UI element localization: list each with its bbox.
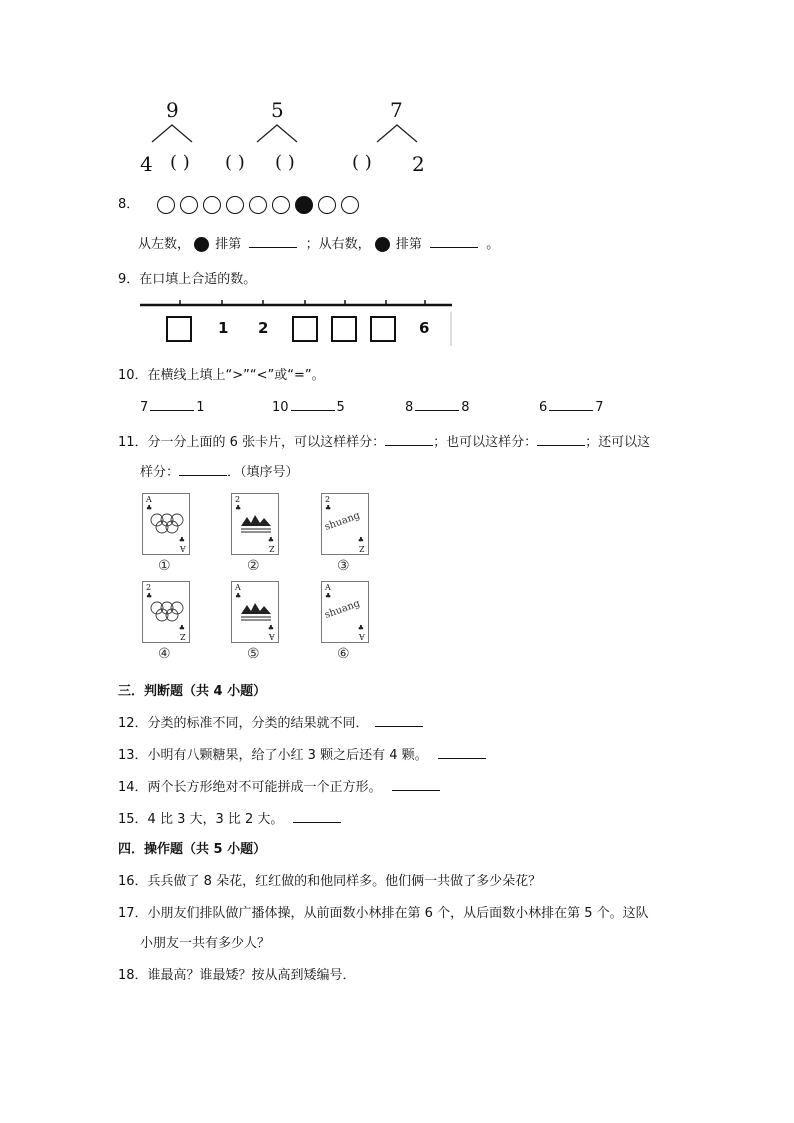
question-17-line2: 小朋友一共有多少人？ [140, 936, 271, 951]
answer-box[interactable] [331, 316, 357, 342]
compare-right: 5 [336, 400, 345, 415]
compare-item-4 [539, 398, 604, 415]
tree-bottom-left: 4 [140, 152, 153, 176]
text-segment: ；从右数， [305, 237, 371, 252]
tree-top-2: 5 [271, 98, 284, 122]
text-segment: 排第 [395, 237, 422, 252]
club-icon: ♣ [267, 624, 274, 632]
mountain-icon [241, 514, 271, 534]
text-segment: ．（填序号） [227, 465, 299, 480]
card-corner-top: A [235, 583, 241, 592]
card-5 [231, 581, 279, 643]
answer-box[interactable] [370, 316, 396, 342]
club-icon: ♣ [178, 624, 185, 632]
answer-blank[interactable] [385, 433, 433, 446]
club-icon: ♣ [146, 504, 153, 512]
filled-circle-icon [295, 196, 313, 214]
question-number: 8． [118, 197, 140, 212]
card-word: shuang [323, 598, 362, 621]
card-6 [321, 581, 369, 643]
question-text: 13．小明有八颗糖果，给了小红 3 颗之后还有 4 颗。 [118, 748, 428, 763]
card-corner-top: A [146, 495, 152, 504]
empty-circle-icon [180, 196, 198, 214]
compare-right: 1 [196, 400, 205, 415]
card-corner-bottom: A [359, 632, 365, 641]
question-9: 9．在口填上合适的数。 [118, 272, 257, 287]
answer-box[interactable] [292, 316, 318, 342]
club-icon: ♣ [235, 592, 242, 600]
question-8 [118, 193, 364, 214]
filled-circle-icon [375, 237, 390, 252]
number-label: 6 [419, 319, 430, 337]
empty-circle-icon [318, 196, 336, 214]
card-4 [142, 581, 190, 643]
empty-circle-icon [226, 196, 244, 214]
card-label: ⑥ [337, 646, 350, 662]
question-17-line1: 17．小朋友们排队做广播体操，从前面数小林排在第 6 个，从后面数小林排在第 5 个。这队 [118, 906, 649, 921]
card-corner-bottom: A [180, 544, 186, 553]
answer-blank[interactable] [179, 463, 227, 476]
question-10: 10．在横线上填上“>”“<”或“=”。 [118, 368, 325, 383]
number-tree-figure [140, 98, 430, 178]
empty-circle-icon [272, 196, 290, 214]
answer-blank[interactable] [430, 235, 478, 248]
club-icon: ♣ [357, 624, 364, 632]
tree-top-1: 9 [166, 98, 179, 122]
club-icon: ♣ [146, 592, 153, 600]
question-11-line1 [118, 431, 650, 450]
answer-blank[interactable] [150, 398, 194, 411]
card-corner-bottom: Z [359, 544, 365, 553]
card-label: ② [247, 558, 260, 574]
card-corner-bottom: A [269, 632, 275, 641]
question-13 [118, 744, 486, 763]
question-12 [118, 712, 423, 731]
compare-left: 8 [405, 400, 414, 415]
answer-blank[interactable] [293, 810, 341, 823]
question-text: 15．4 比 3 大，3 比 2 大。 [118, 812, 284, 827]
text-segment: ；也可以这样分： [433, 435, 538, 450]
card-label: ⑤ [247, 646, 260, 662]
empty-circle-icon [157, 196, 175, 214]
card-label: ④ [158, 646, 171, 662]
club-icon: ♣ [267, 536, 274, 544]
mountain-icon [241, 602, 271, 622]
text-segment: 11．分一分上面的 6 张卡片，可以这样样分： [118, 435, 386, 450]
empty-circle-icon [203, 196, 221, 214]
answer-blank[interactable] [537, 433, 585, 446]
card-corner-top: 2 [325, 495, 331, 504]
card-2 [231, 493, 279, 555]
card-label: ③ [337, 558, 350, 574]
compare-item-3 [405, 398, 470, 415]
empty-circle-icon [341, 196, 359, 214]
olympic-rings-icon [150, 600, 184, 626]
number-label: 2 [258, 319, 269, 337]
club-icon: ♣ [178, 536, 185, 544]
tree-paren-2: ( ) [225, 152, 245, 173]
text-segment: 排第 [215, 237, 242, 252]
answer-blank[interactable] [415, 398, 459, 411]
card-corner-top: 2 [235, 495, 241, 504]
card-word: shuang [323, 510, 362, 533]
question-15 [118, 808, 341, 827]
card-corner-bottom: Z [180, 632, 186, 641]
tree-paren-1: ( ) [170, 152, 190, 173]
tree-top-3: 7 [390, 98, 403, 122]
text-segment: ；还可以这 [585, 435, 651, 450]
club-icon: ♣ [325, 592, 332, 600]
club-icon: ♣ [235, 504, 242, 512]
card-corner-top: 2 [146, 583, 152, 592]
card-1 [142, 493, 190, 555]
tree-bottom-right: 2 [412, 152, 425, 176]
cards-figure [138, 486, 374, 668]
answer-blank[interactable] [549, 398, 593, 411]
answer-blank[interactable] [375, 714, 423, 727]
answer-blank[interactable] [438, 746, 486, 759]
answer-blank[interactable] [249, 235, 297, 248]
tree-paren-4: ( ) [352, 152, 372, 173]
card-corner-bottom: Z [269, 544, 275, 553]
number-label: 1 [218, 319, 229, 337]
number-line-figure [140, 300, 454, 348]
filled-circle-icon [194, 237, 209, 252]
answer-box[interactable] [166, 316, 192, 342]
section-4-title: 四．操作题（共 5 小题） [118, 842, 267, 857]
answer-blank[interactable] [392, 778, 440, 791]
compare-right: 7 [595, 400, 604, 415]
tree-paren-3: ( ) [275, 152, 295, 173]
question-14 [118, 776, 440, 795]
compare-left: 6 [539, 400, 548, 415]
circle-row [157, 197, 364, 212]
compare-right: 8 [461, 400, 470, 415]
question-text: 14．两个长方形绝对不可能拼成一个正方形。 [118, 780, 382, 795]
club-icon: ♣ [357, 536, 364, 544]
text-segment: 样分： [140, 465, 180, 480]
compare-left: 7 [140, 400, 149, 415]
question-16: 16．兵兵做了 8 朵花，红红做的和他同样多。他们俩一共做了多少朵花？ [118, 874, 542, 889]
compare-left: 10 [272, 400, 289, 415]
compare-item-2 [272, 398, 345, 415]
question-8-answer-line [138, 233, 499, 252]
olympic-rings-icon [150, 512, 184, 538]
question-text: 12．分类的标准不同，分类的结果就不同． [118, 716, 369, 731]
card-label: ① [158, 558, 171, 574]
empty-circle-icon [249, 196, 267, 214]
answer-blank[interactable] [291, 398, 335, 411]
section-3-title: 三．判断题（共 4 小题） [118, 684, 267, 699]
question-18: 18．谁最高？谁最矮？按从高到矮编号． [118, 968, 356, 983]
compare-item-1 [140, 398, 205, 415]
club-icon: ♣ [325, 504, 332, 512]
text-segment: 。 [486, 237, 500, 252]
text-segment: 从左数， [138, 237, 191, 252]
card-corner-top: A [325, 583, 331, 592]
card-3 [321, 493, 369, 555]
question-11-line2 [140, 461, 299, 480]
